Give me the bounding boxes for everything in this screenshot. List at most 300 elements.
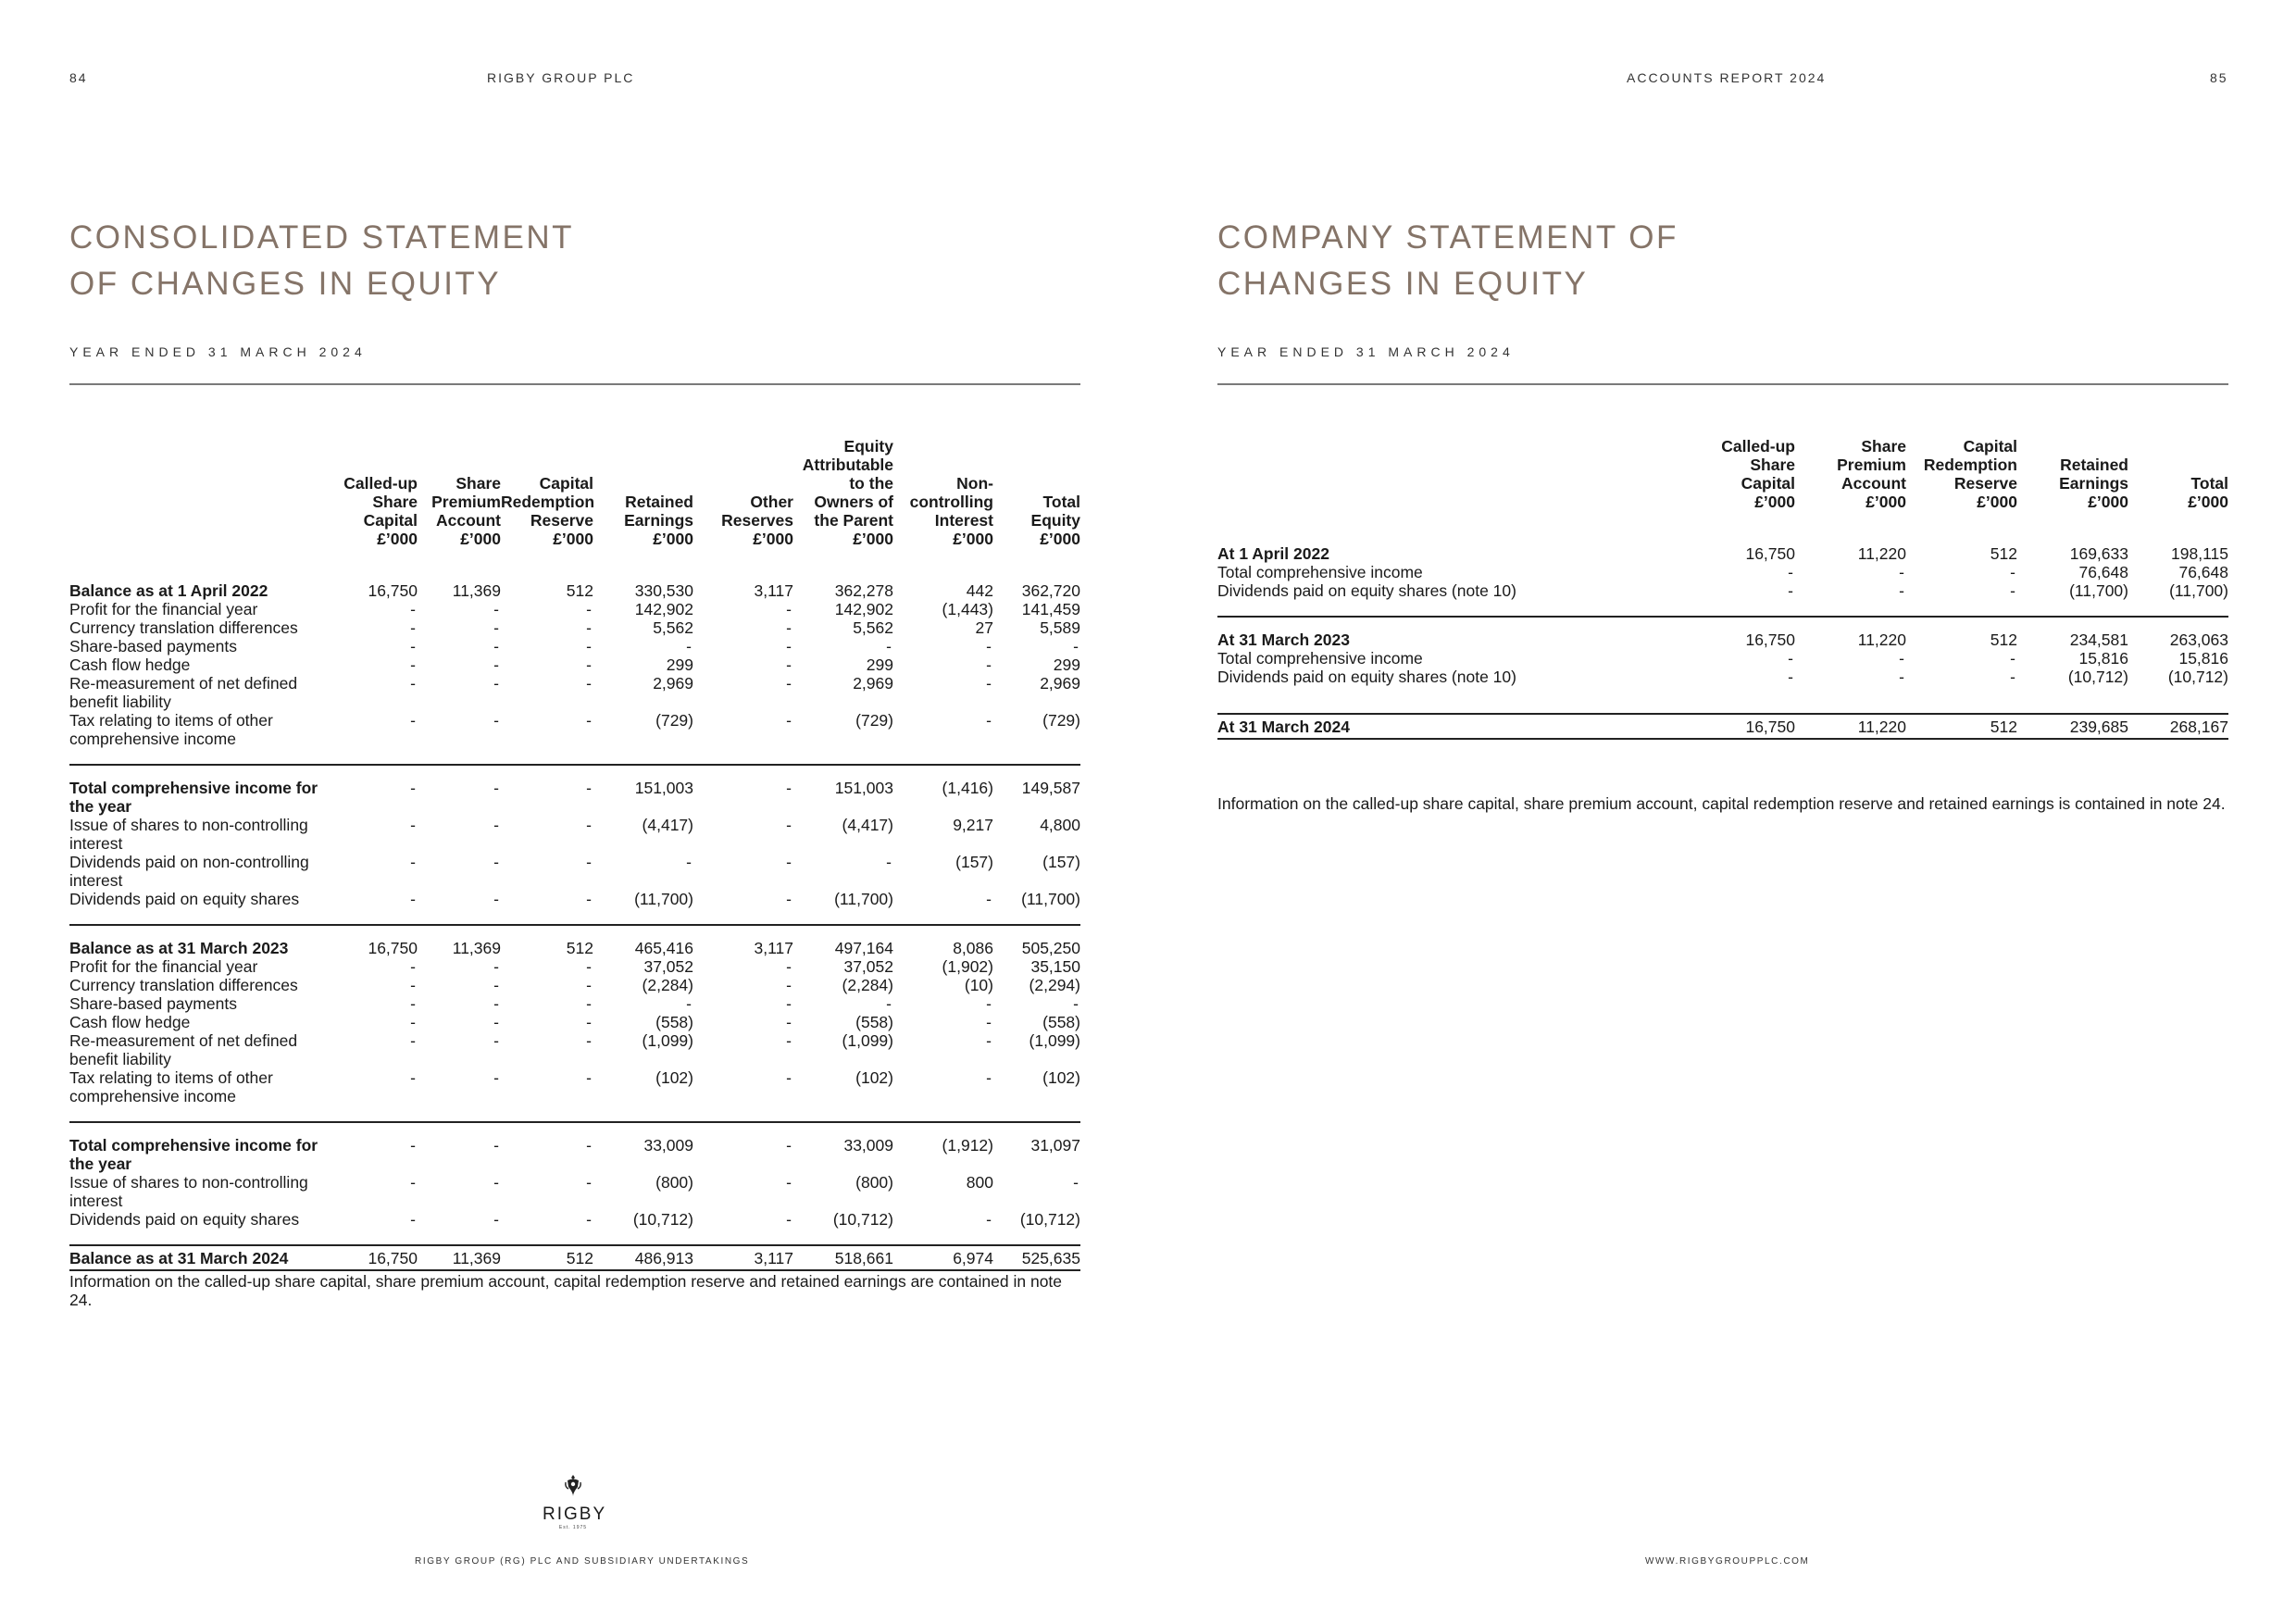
value-cell: 33,009 <box>793 1122 893 1173</box>
spacer-row <box>69 1229 1080 1245</box>
value-cell: - <box>586 976 592 994</box>
value-cell: 299 <box>1053 655 1080 674</box>
value-cell: - <box>2010 563 2015 581</box>
table-row <box>1217 617 2228 649</box>
value-cell: 2,969 <box>653 674 693 693</box>
value-cell: - <box>786 711 792 730</box>
value-cell: - <box>986 637 992 655</box>
value-cell: - <box>493 711 499 730</box>
value-cell: 234,581 <box>2017 617 2128 649</box>
value-cell: 442 <box>966 581 993 600</box>
value-cell: - <box>886 994 892 1013</box>
column-header-line: Reserve <box>1953 474 2017 493</box>
column-header-line: £’000 <box>953 530 993 548</box>
value-cell: - <box>586 1013 592 1031</box>
column-header-line: Premium <box>1837 456 1906 474</box>
value-cell: - <box>2010 581 2015 600</box>
value-cell: (1,443) <box>942 600 993 618</box>
column-header-line: Account <box>436 511 501 530</box>
value-cell: 141,459 <box>1021 600 1080 618</box>
value-cell: 37,052 <box>643 957 693 976</box>
value-cell: 518,661 <box>793 1245 893 1270</box>
value-cell: - <box>586 618 592 637</box>
value-cell: 151,003 <box>593 765 693 816</box>
column-header-line: Called-up <box>1721 437 1795 456</box>
row-label: Share-based payments <box>69 994 237 1013</box>
column-header-row <box>1217 437 2228 544</box>
value-cell: - <box>493 1210 499 1229</box>
value-cell: 3,117 <box>693 925 793 957</box>
value-cell: 497,164 <box>793 925 893 957</box>
value-cell: - <box>493 994 499 1013</box>
title-line-2: OF CHANGES IN EQUITY <box>69 266 502 302</box>
value-cell: (4,417) <box>842 816 893 834</box>
row-label: Balance as at 31 March 2023 <box>69 925 321 957</box>
value-cell: 239,685 <box>2017 714 2128 739</box>
value-cell: 169,633 <box>2069 544 2128 563</box>
value-cell: - <box>410 1031 416 1050</box>
value-cell: - <box>586 655 592 674</box>
value-cell: (102) <box>855 1068 893 1087</box>
value-cell: 362,278 <box>834 581 893 600</box>
column-header-line: Total Equity <box>1030 493 1080 530</box>
table-row <box>1217 668 2228 686</box>
value-cell: - <box>1899 581 1904 600</box>
header-divider <box>69 383 1080 385</box>
value-cell: - <box>786 655 792 674</box>
value-cell: - <box>418 765 501 816</box>
title-line-1: COMPANY STATEMENT OF <box>1217 219 1678 256</box>
period-subtitle: YEAR ENDED 31 MARCH 2024 <box>1217 344 1515 359</box>
value-cell: - <box>786 1210 792 1229</box>
column-header-line: Equity <box>843 437 893 456</box>
column-header-line: £’000 <box>1754 493 1795 511</box>
value-cell: - <box>2010 668 2015 686</box>
value-cell: - <box>786 890 792 908</box>
value-cell: - <box>321 1122 418 1173</box>
table-row <box>69 1173 1080 1210</box>
value-cell: - <box>493 816 499 834</box>
row-label: Dividends paid on equity shares <box>69 890 300 908</box>
rigby-logo <box>543 1474 607 1530</box>
row-label: Balance as at 31 March 2024 <box>69 1245 321 1270</box>
row-label: At 31 March 2024 <box>1217 714 1680 739</box>
value-cell: (2,284) <box>842 976 893 994</box>
page-title <box>69 215 574 307</box>
value-cell: 16,750 <box>1745 544 1795 563</box>
value-cell: 3,117 <box>754 581 793 600</box>
value-cell: - <box>586 711 592 730</box>
value-cell: (10,712) <box>2167 668 2228 686</box>
value-cell: 263,063 <box>2128 617 2228 649</box>
column-header-line: Share <box>1750 456 1795 474</box>
value-cell: - <box>410 816 416 834</box>
value-cell: - <box>501 765 593 816</box>
value-cell: - <box>410 994 416 1013</box>
value-cell: (2,294) <box>1029 976 1080 994</box>
value-cell: 76,648 <box>2178 563 2228 581</box>
value-cell: - <box>786 1173 792 1192</box>
value-cell: - <box>1073 1173 1079 1192</box>
column-header-line: £’000 <box>653 530 693 548</box>
row-label: Balance as at 1 April 2022 <box>69 581 268 600</box>
value-cell: (11,700) <box>2069 581 2128 600</box>
value-cell: (157) <box>1042 853 1080 871</box>
value-cell: - <box>786 618 792 637</box>
table-row <box>1217 581 2228 600</box>
table-row <box>69 925 1080 957</box>
value-cell: - <box>410 957 416 976</box>
value-cell: (558) <box>1042 1013 1080 1031</box>
value-cell: (558) <box>855 1013 893 1031</box>
table-row <box>69 1013 1080 1031</box>
value-cell: 486,913 <box>593 1245 693 1270</box>
spacer-row <box>69 908 1080 925</box>
value-cell: - <box>410 618 416 637</box>
column-header-line: Redemption <box>1923 456 2017 474</box>
value-cell: - <box>321 765 418 816</box>
logo-established: Est. 1975 <box>558 1525 588 1530</box>
column-header-line: £’000 <box>377 530 418 548</box>
value-cell: - <box>410 1210 416 1229</box>
column-header <box>893 437 993 581</box>
value-cell: 11,369 <box>452 581 501 600</box>
value-cell: - <box>686 853 692 871</box>
value-cell: - <box>1899 668 1904 686</box>
value-cell: 16,750 <box>1680 617 1795 649</box>
column-header-line: £’000 <box>1040 530 1080 548</box>
value-cell: 505,250 <box>993 925 1080 957</box>
value-cell: - <box>410 853 416 871</box>
column-header <box>501 437 593 581</box>
title-line-1: CONSOLIDATED STATEMENT <box>69 219 575 256</box>
value-cell: 299 <box>666 655 693 674</box>
value-cell: - <box>586 1068 592 1087</box>
company-equity-table <box>1217 437 2228 740</box>
value-cell: 11,220 <box>1795 617 1906 649</box>
value-cell: - <box>986 655 992 674</box>
value-cell: 5,589 <box>1040 618 1080 637</box>
footnote: Information on the called-up share capital, share premium account, capital redemption reserve and retained earnings are contained in note 24. <box>69 1272 1063 1309</box>
row-label: Total comprehensive income <box>1217 649 1423 668</box>
value-cell: - <box>786 1031 792 1050</box>
footer-left: RIGBY GROUP (RG) PLC AND SUBSIDIARY UNDERTAKINGS <box>415 1556 750 1567</box>
value-cell: (800) <box>655 1173 693 1192</box>
logo-wordmark: RIGBY <box>543 1504 607 1524</box>
value-cell: - <box>886 853 892 871</box>
value-cell: - <box>493 890 499 908</box>
value-cell: - <box>693 765 793 816</box>
table-row <box>69 957 1080 976</box>
column-header-line: Called-up <box>343 474 418 493</box>
value-cell: 76,648 <box>2078 563 2128 581</box>
value-cell: 330,530 <box>634 581 693 600</box>
row-label: At 1 April 2022 <box>1217 544 1329 563</box>
table-row <box>1217 563 2228 581</box>
row-label: Tax relating to items of other comprehensive income <box>69 711 273 748</box>
value-cell: 11,220 <box>1857 544 1906 563</box>
column-header-line: Capital <box>1741 474 1795 493</box>
row-label: Share-based payments <box>69 637 237 655</box>
value-cell: - <box>886 637 892 655</box>
table-row <box>69 765 1080 816</box>
value-cell: 11,369 <box>418 1245 501 1270</box>
row-label: Cash flow hedge <box>69 1013 191 1031</box>
column-header-line: £’000 <box>2188 493 2228 511</box>
value-cell: - <box>410 890 416 908</box>
spacer-row <box>69 748 1080 765</box>
table-row <box>69 1122 1080 1173</box>
value-cell: 2,969 <box>1040 674 1080 693</box>
value-cell: 198,115 <box>2171 544 2228 563</box>
value-cell: 142,902 <box>834 600 893 618</box>
value-cell: 149,587 <box>993 765 1080 816</box>
column-header-line: Capital <box>1963 437 2017 456</box>
value-cell: (11,700) <box>2169 581 2228 600</box>
value-cell: (102) <box>1042 1068 1080 1087</box>
value-cell: - <box>493 853 499 871</box>
value-cell: 3,117 <box>693 1245 793 1270</box>
value-cell: 16,750 <box>321 925 418 957</box>
value-cell: - <box>493 957 499 976</box>
table-row <box>69 1031 1080 1068</box>
column-header <box>1906 437 2017 544</box>
value-cell: 35,150 <box>1030 957 1080 976</box>
value-cell: 5,562 <box>653 618 693 637</box>
row-label: Profit for the financial year <box>69 600 258 618</box>
column-header <box>2017 437 2128 544</box>
value-cell: (1,902) <box>942 957 993 976</box>
row-label: Currency translation differences <box>69 976 298 994</box>
column-header-line: £’000 <box>2088 493 2128 511</box>
value-cell: 268,167 <box>2128 714 2228 739</box>
value-cell: - <box>418 1122 501 1173</box>
value-cell: 362,720 <box>1021 581 1080 600</box>
column-header-line: to the <box>849 474 893 493</box>
value-cell: 512 <box>566 581 593 600</box>
column-header-line: Capital <box>539 474 593 493</box>
value-cell: (102) <box>655 1068 693 1087</box>
value-cell: - <box>1788 649 1793 668</box>
column-header-line: Account <box>1841 474 1906 493</box>
label-column-header <box>69 437 321 581</box>
column-header <box>2128 437 2228 544</box>
table-row <box>69 1210 1080 1229</box>
value-cell: 5,562 <box>853 618 893 637</box>
value-cell: - <box>410 1068 416 1087</box>
value-cell: - <box>493 1068 499 1087</box>
header-divider <box>1217 383 2228 385</box>
value-cell: (11,700) <box>834 890 893 908</box>
column-header-line: Retained <box>2060 456 2128 474</box>
value-cell: - <box>1899 649 1904 668</box>
value-cell: 299 <box>866 655 893 674</box>
value-cell: 512 <box>1990 544 2017 563</box>
value-cell: 11,369 <box>418 925 501 957</box>
column-header-line: £’000 <box>1977 493 2017 511</box>
value-cell: 800 <box>966 1173 993 1192</box>
value-cell: (2,284) <box>642 976 693 994</box>
value-cell: - <box>786 637 792 655</box>
value-cell: - <box>986 711 992 730</box>
value-cell: - <box>586 674 592 693</box>
value-cell: - <box>493 1031 499 1050</box>
table-row <box>69 994 1080 1013</box>
value-cell: 512 <box>501 1245 593 1270</box>
value-cell: - <box>410 1013 416 1031</box>
table-row <box>69 1068 1080 1105</box>
value-cell: 512 <box>1906 714 2017 739</box>
value-cell: (10,712) <box>1019 1210 1080 1229</box>
page-number: 84 <box>69 70 88 85</box>
value-cell: - <box>410 674 416 693</box>
value-cell: 37,052 <box>843 957 893 976</box>
table-row <box>69 1245 1080 1270</box>
column-header <box>993 437 1080 581</box>
value-cell: - <box>986 1013 992 1031</box>
value-cell: - <box>586 1031 592 1050</box>
column-header-line: Earnings <box>2059 474 2128 493</box>
value-cell: - <box>786 674 792 693</box>
value-cell: - <box>586 1210 592 1229</box>
column-header-line: £’000 <box>753 530 793 548</box>
value-cell: - <box>986 1031 992 1050</box>
column-header-line: Redemption <box>501 493 595 511</box>
value-cell: 465,416 <box>593 925 693 957</box>
value-cell: (800) <box>855 1173 893 1192</box>
value-cell: - <box>586 600 592 618</box>
value-cell: - <box>493 600 499 618</box>
title-line-2: CHANGES IN EQUITY <box>1217 266 1589 302</box>
value-cell: - <box>686 637 692 655</box>
column-header-line: Non- <box>956 474 993 493</box>
value-cell: - <box>493 655 499 674</box>
column-header-line: Other <box>750 493 793 511</box>
value-cell: (11,700) <box>1021 890 1080 908</box>
column-header-line: Attributable <box>802 456 893 474</box>
spacer-row <box>69 1105 1080 1122</box>
column-header-line: Premium <box>431 493 501 511</box>
value-cell: - <box>586 890 592 908</box>
value-cell: - <box>686 994 692 1013</box>
row-label: Issue of shares to non-controlling interest <box>69 816 308 853</box>
value-cell: 512 <box>501 925 593 957</box>
table-row <box>69 890 1080 908</box>
value-cell: - <box>1788 581 1793 600</box>
value-cell: 4,800 <box>1040 816 1080 834</box>
value-cell: 16,750 <box>321 1245 418 1270</box>
value-cell: - <box>1899 563 1904 581</box>
value-cell: - <box>1073 994 1079 1013</box>
value-cell: 6,974 <box>893 1245 993 1270</box>
table-row <box>69 976 1080 994</box>
value-cell: - <box>786 1013 792 1031</box>
column-header-line: Total <box>2190 474 2228 493</box>
value-cell: 142,902 <box>634 600 693 618</box>
value-cell: (1,099) <box>642 1031 693 1050</box>
value-cell: - <box>586 637 592 655</box>
column-header <box>793 437 893 581</box>
column-header-line: Owners of <box>814 493 893 511</box>
value-cell: (558) <box>655 1013 693 1031</box>
value-cell: 16,750 <box>1680 714 1795 739</box>
column-header-line: Share <box>1861 437 1906 456</box>
value-cell: - <box>986 674 992 693</box>
table-row <box>1217 714 2228 739</box>
value-cell: 27 <box>975 618 993 637</box>
column-header-line: Share <box>372 493 418 511</box>
footer-right: WWW.RIGBYGROUPPLC.COM <box>1645 1556 1810 1567</box>
value-cell: (10,712) <box>832 1210 893 1229</box>
value-cell: (11,700) <box>634 890 693 908</box>
row-label: Cash flow hedge <box>69 655 191 674</box>
value-cell: - <box>786 994 792 1013</box>
row-label: Dividends paid on non-controlling interest <box>69 853 309 890</box>
column-header-line: Capital <box>363 511 418 530</box>
table-row <box>69 655 1080 674</box>
value-cell: 9,217 <box>953 816 993 834</box>
value-cell: - <box>493 618 499 637</box>
page-title <box>1217 215 1678 307</box>
value-cell: (1,912) <box>893 1122 993 1173</box>
value-cell: - <box>1788 668 1793 686</box>
value-cell: - <box>586 853 592 871</box>
value-cell: 33,009 <box>593 1122 693 1173</box>
value-cell: 16,750 <box>368 581 418 600</box>
value-cell: - <box>410 655 416 674</box>
column-header-line: Interest <box>934 511 993 530</box>
table-row <box>69 853 1080 890</box>
column-header-line: Earnings <box>624 511 693 530</box>
value-cell: (729) <box>655 711 693 730</box>
column-header-line: £’000 <box>1866 493 1906 511</box>
value-cell: - <box>1788 563 1793 581</box>
row-label: Re-measurement of net defined benefit liability <box>69 1031 298 1068</box>
row-label: Currency translation differences <box>69 618 298 637</box>
value-cell: - <box>410 976 416 994</box>
value-cell: (10,712) <box>632 1210 693 1229</box>
row-label: Re-measurement of net defined benefit liability <box>69 674 298 711</box>
consolidated-equity-table <box>69 437 1080 1271</box>
value-cell: - <box>586 816 592 834</box>
value-cell: 8,086 <box>893 925 993 957</box>
table-row <box>69 618 1080 637</box>
value-cell: - <box>1073 637 1079 655</box>
value-cell: - <box>501 1122 593 1173</box>
value-cell: - <box>786 816 792 834</box>
column-header-line: Retained <box>625 493 693 511</box>
row-label: At 31 March 2023 <box>1217 617 1680 649</box>
value-cell: - <box>493 1173 499 1192</box>
value-cell: 151,003 <box>793 765 893 816</box>
value-cell: - <box>493 1013 499 1031</box>
value-cell: - <box>410 637 416 655</box>
column-header-row <box>69 437 1080 581</box>
column-header <box>593 437 693 581</box>
row-label: Dividends paid on equity shares (note 10) <box>1217 581 1516 600</box>
table-row <box>1217 649 2228 668</box>
column-header <box>1680 437 1795 544</box>
column-header-line: Share <box>455 474 501 493</box>
value-cell: - <box>493 976 499 994</box>
value-cell: (157) <box>955 853 993 871</box>
table-row <box>69 600 1080 618</box>
page-number: 85 <box>2210 70 2228 85</box>
label-column-header <box>1217 437 1680 544</box>
column-header-line: Reserves <box>721 511 793 530</box>
value-cell: (10) <box>964 976 993 994</box>
column-header-line: £’000 <box>853 530 893 548</box>
